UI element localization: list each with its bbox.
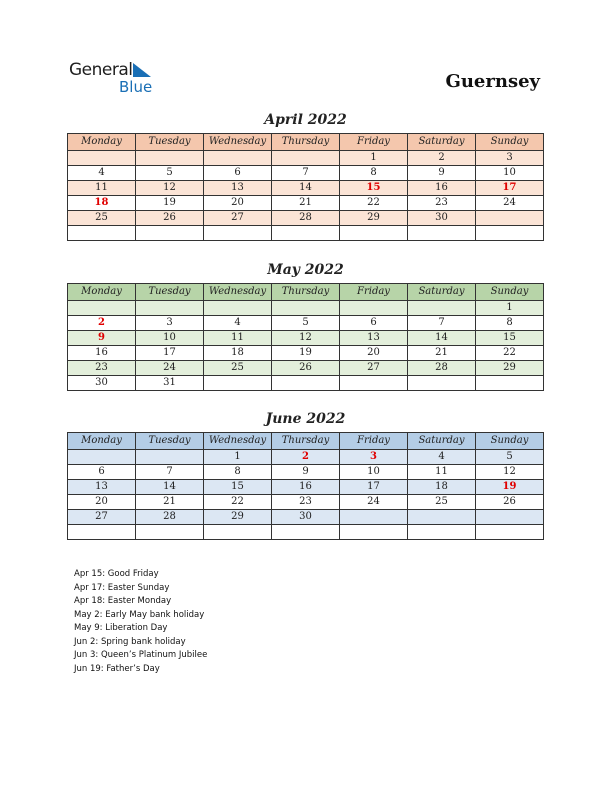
day-cell: 7 [272, 166, 340, 181]
week-row [68, 450, 544, 465]
week-row [68, 301, 544, 316]
day-cell: 24 [340, 495, 408, 510]
day-cell: 5 [476, 450, 544, 465]
day-cell: 16 [408, 181, 476, 196]
day-cell [340, 525, 408, 540]
day-cell [476, 226, 544, 241]
day-cell: 31 [136, 376, 204, 391]
day-cell: 10 [476, 166, 544, 181]
week-row [68, 316, 544, 331]
holiday-item: Apr 15: Good Friday [74, 569, 159, 579]
logo-word-blue: Blue [119, 78, 153, 96]
day-cell: 17 [476, 181, 544, 196]
holiday-item: Jun 2: Spring bank holiday [74, 636, 186, 647]
day-cell: 13 [204, 181, 272, 196]
day-cell: 6 [340, 316, 408, 331]
week-row [68, 480, 544, 495]
day-cell: 27 [340, 361, 408, 376]
day-cell [68, 525, 136, 540]
week-row [68, 465, 544, 480]
day-cell: 16 [68, 346, 136, 361]
day-cell: 15 [340, 181, 408, 196]
weekday-header: Sunday [476, 433, 544, 450]
day-cell: 26 [136, 211, 204, 226]
day-cell [136, 151, 204, 166]
holiday-item: May 9: Liberation Day [74, 623, 168, 633]
day-cell [272, 376, 340, 391]
day-cell [272, 151, 340, 166]
day-cell: 28 [136, 510, 204, 525]
country-title: Guernsey [445, 71, 540, 92]
day-cell [476, 510, 544, 525]
day-cell: 4 [408, 450, 476, 465]
day-cell: 1 [476, 301, 544, 316]
day-cell [68, 151, 136, 166]
day-cell [340, 510, 408, 525]
day-cell: 23 [272, 495, 340, 510]
day-cell: 8 [476, 316, 544, 331]
week-row [68, 181, 544, 196]
weekday-header: Wednesday [204, 284, 272, 301]
day-cell: 12 [136, 181, 204, 196]
day-cell: 3 [476, 151, 544, 166]
day-cell [476, 211, 544, 226]
day-cell [272, 525, 340, 540]
week-row [68, 331, 544, 346]
day-cell: 1 [204, 450, 272, 465]
day-cell: 26 [272, 361, 340, 376]
brand-logo [69, 60, 153, 96]
day-cell [340, 301, 408, 316]
day-cell [340, 226, 408, 241]
day-cell [340, 376, 408, 391]
weekday-header: Wednesday [204, 433, 272, 450]
week-row [68, 510, 544, 525]
day-cell: 24 [136, 361, 204, 376]
day-cell: 11 [204, 331, 272, 346]
day-cell: 14 [136, 480, 204, 495]
week-row [68, 495, 544, 510]
day-cell: 2 [272, 450, 340, 465]
weekday-header-row [68, 284, 544, 301]
week-row [68, 166, 544, 181]
day-cell: 20 [68, 495, 136, 510]
day-cell: 26 [476, 495, 544, 510]
day-cell [136, 226, 204, 241]
day-cell [476, 525, 544, 540]
month-title-june: June 2022 [265, 411, 346, 427]
day-cell [68, 301, 136, 316]
weekday-header: Monday [68, 134, 136, 151]
day-cell: 9 [272, 465, 340, 480]
day-cell: 24 [476, 196, 544, 211]
day-cell: 19 [476, 480, 544, 495]
day-cell [408, 525, 476, 540]
day-cell: 18 [68, 196, 136, 211]
holiday-item: Apr 18: Easter Monday [74, 596, 172, 606]
day-cell [136, 301, 204, 316]
weekday-header: Friday [340, 433, 408, 450]
day-cell [272, 226, 340, 241]
day-cell [136, 450, 204, 465]
day-cell: 4 [204, 316, 272, 331]
day-cell: 9 [408, 166, 476, 181]
day-cell: 14 [272, 181, 340, 196]
weekday-header: Tuesday [136, 433, 204, 450]
day-cell [204, 151, 272, 166]
holiday-item: May 2: Early May bank holiday [74, 609, 205, 620]
day-cell: 15 [204, 480, 272, 495]
day-cell: 9 [68, 331, 136, 346]
calendar-april [67, 133, 544, 241]
day-cell: 7 [136, 465, 204, 480]
weekday-header: Sunday [476, 134, 544, 151]
day-cell: 13 [68, 480, 136, 495]
weekday-header: Sunday [476, 284, 544, 301]
day-cell: 7 [408, 316, 476, 331]
weekday-header: Thursday [272, 433, 340, 450]
week-row [68, 226, 544, 241]
day-cell: 12 [476, 465, 544, 480]
day-cell: 5 [272, 316, 340, 331]
day-cell [204, 376, 272, 391]
day-cell [272, 301, 340, 316]
day-cell: 22 [340, 196, 408, 211]
day-cell: 5 [136, 166, 204, 181]
day-cell [408, 226, 476, 241]
logo-word-general: General [69, 60, 133, 80]
day-cell [68, 450, 136, 465]
day-cell: 22 [204, 495, 272, 510]
day-cell: 28 [272, 211, 340, 226]
day-cell: 25 [204, 361, 272, 376]
day-cell: 11 [68, 181, 136, 196]
day-cell: 16 [272, 480, 340, 495]
weekday-header: Monday [68, 284, 136, 301]
weekday-header-row [68, 433, 544, 450]
holiday-item: Jun 19: Father’s Day [74, 663, 160, 674]
day-cell: 28 [408, 361, 476, 376]
holiday-item: Jun 3: Queen’s Platinum Jubilee [74, 650, 208, 660]
weekday-header: Saturday [408, 433, 476, 450]
day-cell: 30 [272, 510, 340, 525]
day-cell: 10 [340, 465, 408, 480]
day-cell: 13 [340, 331, 408, 346]
day-cell: 29 [476, 361, 544, 376]
holiday-list [74, 568, 207, 676]
day-cell: 2 [408, 151, 476, 166]
day-cell: 29 [204, 510, 272, 525]
day-cell: 3 [136, 316, 204, 331]
day-cell: 27 [204, 211, 272, 226]
day-cell: 14 [408, 331, 476, 346]
day-cell: 17 [340, 480, 408, 495]
day-cell: 20 [340, 346, 408, 361]
day-cell: 1 [340, 151, 408, 166]
day-cell: 6 [68, 465, 136, 480]
day-cell: 29 [340, 211, 408, 226]
calendar-june [67, 432, 544, 540]
week-row [68, 525, 544, 540]
week-row [68, 361, 544, 376]
week-row [68, 196, 544, 211]
weekday-header: Friday [340, 284, 408, 301]
day-cell [68, 226, 136, 241]
weekday-header: Tuesday [136, 134, 204, 151]
month-title-april: April 2022 [264, 112, 347, 128]
week-row [68, 376, 544, 391]
calendar-may [67, 283, 544, 391]
day-cell: 18 [204, 346, 272, 361]
day-cell: 19 [136, 196, 204, 211]
weekday-header: Monday [68, 433, 136, 450]
day-cell: 11 [408, 465, 476, 480]
day-cell: 23 [408, 196, 476, 211]
weekday-header: Saturday [408, 284, 476, 301]
day-cell: 3 [340, 450, 408, 465]
day-cell: 12 [272, 331, 340, 346]
day-cell: 20 [204, 196, 272, 211]
weekday-header-row [68, 134, 544, 151]
weekday-header: Thursday [272, 284, 340, 301]
weekday-header: Wednesday [204, 134, 272, 151]
week-row [68, 346, 544, 361]
day-cell: 18 [408, 480, 476, 495]
day-cell: 25 [68, 211, 136, 226]
weekday-header: Tuesday [136, 284, 204, 301]
day-cell: 22 [476, 346, 544, 361]
weekday-header: Friday [340, 134, 408, 151]
day-cell [408, 376, 476, 391]
day-cell [204, 226, 272, 241]
day-cell: 4 [68, 166, 136, 181]
week-row [68, 211, 544, 226]
day-cell: 21 [408, 346, 476, 361]
week-row [68, 151, 544, 166]
holiday-item: Apr 17: Easter Sunday [74, 582, 170, 593]
day-cell: 21 [272, 196, 340, 211]
day-cell: 27 [68, 510, 136, 525]
day-cell: 15 [476, 331, 544, 346]
day-cell [136, 525, 204, 540]
day-cell: 10 [136, 331, 204, 346]
day-cell: 30 [68, 376, 136, 391]
weekday-header: Thursday [272, 134, 340, 151]
day-cell: 8 [204, 465, 272, 480]
day-cell: 2 [68, 316, 136, 331]
day-cell: 6 [204, 166, 272, 181]
day-cell [408, 301, 476, 316]
day-cell [408, 510, 476, 525]
day-cell: 19 [272, 346, 340, 361]
day-cell [204, 525, 272, 540]
day-cell: 17 [136, 346, 204, 361]
day-cell: 21 [136, 495, 204, 510]
weekday-header: Saturday [408, 134, 476, 151]
day-cell: 25 [408, 495, 476, 510]
day-cell: 30 [408, 211, 476, 226]
month-title-may: May 2022 [267, 262, 344, 278]
logo-triangle-icon [133, 63, 151, 77]
day-cell: 23 [68, 361, 136, 376]
day-cell [204, 301, 272, 316]
day-cell [476, 376, 544, 391]
day-cell: 8 [340, 166, 408, 181]
